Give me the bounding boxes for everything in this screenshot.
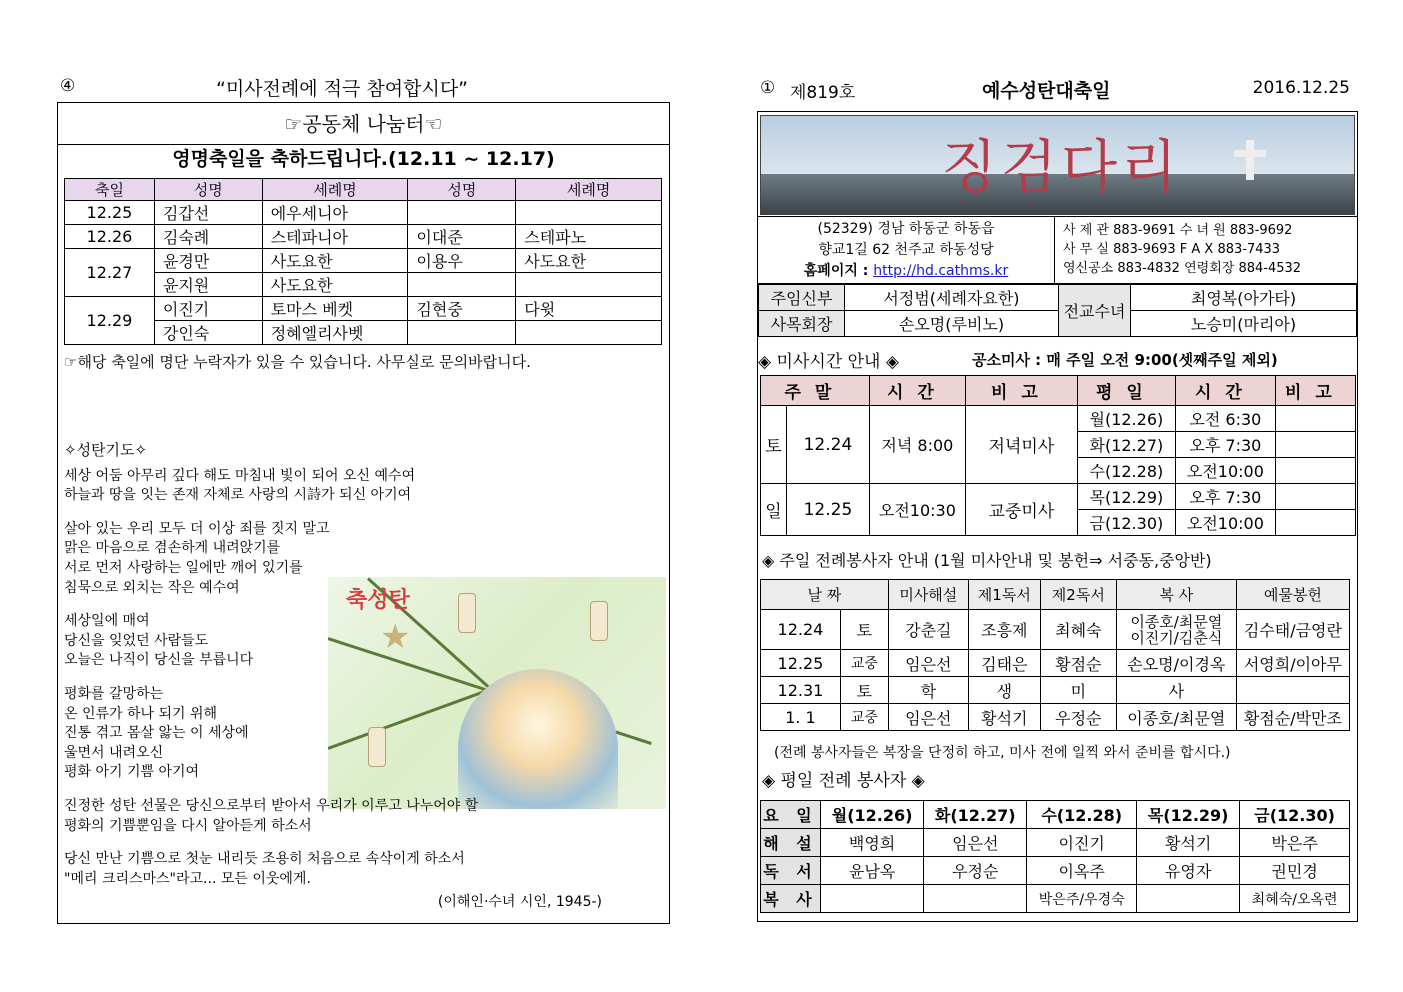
service-reader2: 최혜숙 [1040, 610, 1116, 650]
service-reader2: 우정순 [1040, 704, 1116, 731]
nun-name: 노승미(마리아) [1131, 311, 1357, 337]
weekday-note [1275, 432, 1355, 458]
image-caption: 축성탄 [346, 588, 410, 613]
prayer-line: 당신 만난 기쁨으로 첫눈 내리듯 조용히 처음으로 속삭이게 하소서 [64, 851, 465, 868]
feast-name: 강인숙 [154, 321, 262, 345]
service-reader1: 황석기 [968, 704, 1040, 731]
prayer-stanza [64, 467, 664, 506]
prayer-author: (이해인·수녀 시인, 1945-) [437, 894, 602, 911]
weekday-reader: 유영자 [1137, 857, 1240, 885]
feast-baptismal: 토마스 베켓 [262, 297, 408, 321]
prayer-line: 울면서 내려오신 [64, 744, 164, 761]
mass-header: 비고 [1275, 376, 1355, 406]
prayer-line: "메리 크리스마스"라고... 모든 이웃에게. [64, 870, 311, 887]
contact-line: 사 제 관 883-9691 수 녀 원 883-9692 [1063, 223, 1293, 238]
service-commentator: 강춘길 [888, 610, 968, 650]
weekday-label: 요 일 [761, 801, 821, 829]
prayer-line: 온 인류가 하나 되기 위해 [64, 705, 218, 722]
issue-number: 제819호 [790, 83, 856, 103]
prayer-line: 당신을 잊었던 사람들도 [64, 632, 209, 649]
feast-header-name: 성명 [408, 179, 516, 201]
mass-header: 시간 [1175, 376, 1275, 406]
prayer-stanza [64, 612, 664, 671]
weekday-time: 오후 7:30 [1175, 432, 1275, 458]
weekday-day-header: 수(12.28) [1027, 801, 1137, 829]
staff-table [758, 284, 1357, 337]
council-label: 사목회장 [759, 311, 845, 337]
feast-baptismal: 사도요한 [262, 249, 408, 273]
weekday-reader: 윤남옥 [821, 857, 924, 885]
weekend-note: 저녁미사 [965, 406, 1077, 484]
weekday-server: 박은주/우경숙 [1027, 885, 1137, 913]
contact-line: 영신공소 883-4832 연령회장 884-4532 [1063, 261, 1302, 276]
feast-name: 윤경만 [154, 249, 262, 273]
prayer-line: 세상일에 매여 [64, 613, 150, 630]
weekday-commentator: 백영희 [821, 829, 924, 857]
weekday-day: 목(12.29) [1077, 484, 1175, 510]
weekday-time: 오전10:00 [1175, 458, 1275, 484]
feast-name: 이진기 [154, 297, 262, 321]
weekday-server [1137, 885, 1240, 913]
prayer-stanza [64, 850, 664, 889]
weekday-day-header: 화(12.27) [924, 801, 1027, 829]
weekday-server: 최혜숙/오옥련 [1240, 885, 1350, 913]
weekday-commentator: 이진기 [1027, 829, 1137, 857]
feast-name [408, 201, 516, 225]
feast-table [64, 178, 662, 345]
weekday-time: 오전 6:30 [1175, 406, 1275, 432]
prayer-line: 살아 있는 우리 모두 더 이상 죄를 짓지 말고 [64, 520, 330, 537]
service-reader1: 조흥제 [968, 610, 1040, 650]
weekend-time: 저녁 8:00 [869, 406, 965, 484]
weekday-server [821, 885, 924, 913]
parish-info [758, 216, 1357, 284]
homepage-label: 홈페이지 : [803, 263, 874, 279]
mass-header: 비고 [965, 376, 1077, 406]
mass-header: 평일 [1077, 376, 1175, 406]
prayer-stanza [64, 520, 664, 598]
table-row [65, 225, 662, 249]
feast-name: 김갑선 [154, 201, 262, 225]
feast-date: 12.29 [65, 297, 155, 345]
weekday-service-heading: ◈ 평일 전례 봉사자 ◈ [762, 771, 925, 791]
service-date: 12.24 [761, 610, 841, 650]
feast-name [408, 321, 516, 345]
table-row [761, 650, 1350, 677]
service-offering: 서영희/이아무 [1236, 650, 1349, 677]
service-offering: 김수태/금영란 [1236, 610, 1349, 650]
service-offering: 황점순/박만조 [1236, 704, 1349, 731]
service-header: 제2독서 [1040, 580, 1116, 610]
left-page-header [60, 74, 672, 100]
feast-baptismal [516, 273, 662, 297]
service-reader1: 생 [968, 677, 1040, 704]
prayer-line: 침묵으로 외치는 작은 예수여 [64, 579, 240, 596]
mission-mass-note: 공소미사 : 매 주일 오전 9:00(셋째주일 제외) [972, 351, 1278, 369]
address-line: 향교1길 62 천주교 하동성당 [818, 242, 994, 258]
weekday-commentator: 황석기 [1137, 829, 1240, 857]
council-name: 손오명(루비노) [845, 311, 1059, 337]
table-row [65, 321, 662, 345]
service-servers [1116, 610, 1236, 650]
weekday-commentator: 박은주 [1240, 829, 1350, 857]
service-header: 제1독서 [968, 580, 1040, 610]
feast-name: 김숙례 [154, 225, 262, 249]
weekday-day-header: 목(12.29) [1137, 801, 1240, 829]
service-reader2: 황점순 [1040, 650, 1116, 677]
service-servers: 손오명/이경옥 [1116, 650, 1236, 677]
mass-header: 주말 [761, 376, 870, 406]
weekday-day-header: 월(12.26) [821, 801, 924, 829]
mass-schedule-table [760, 375, 1356, 536]
feast-header-date: 축일 [65, 179, 155, 201]
service-servers: 사 [1116, 677, 1236, 704]
weekend-note: 교중미사 [965, 484, 1077, 536]
weekday-day: 수(12.28) [1077, 458, 1175, 484]
contact-list [1063, 221, 1301, 278]
feast-date: 12.27 [65, 249, 155, 297]
feast-baptismal: 다윗 [516, 297, 662, 321]
service-day: 토 [840, 677, 888, 704]
feast-date: 12.26 [65, 225, 155, 249]
table-row [65, 273, 662, 297]
prayer-line: 평화의 기쁨뿐임을 다시 알아듣게 하소서 [64, 817, 312, 834]
prayer-line: 맑은 마음으로 겸손하게 내려앉기를 [64, 540, 281, 557]
table-row [761, 610, 1350, 650]
service-offering [1236, 677, 1349, 704]
contact-line: 사 무 실 883-9693 F A X 883-7433 [1063, 242, 1281, 257]
weekday-day: 금(12.30) [1077, 510, 1175, 536]
prayer-line: 평화 아기 기쁨 아기여 [64, 764, 200, 781]
weekday-reader: 우정순 [924, 857, 1027, 885]
table-row [65, 297, 662, 321]
weekday-time: 오후 7:30 [1175, 484, 1275, 510]
prayer-line: 오늘은 나직이 당신을 부릅니다 [64, 652, 254, 669]
sunday-service-table [760, 579, 1350, 731]
service-commentator: 임은선 [888, 704, 968, 731]
bulletin-front [757, 111, 1358, 922]
weekday-note [1275, 458, 1355, 484]
weekday-note [1275, 406, 1355, 432]
homepage-link[interactable]: http://hd.cathms.kr [873, 263, 1009, 279]
feast-baptismal: 사도요한 [262, 273, 408, 297]
weekday-commentator: 임은선 [924, 829, 1027, 857]
server-pair: 이진기/김춘식 [1130, 628, 1223, 647]
prayer-title: ✧성탄기도✧ [64, 441, 148, 459]
feast-baptismal: 에우세니아 [262, 201, 408, 225]
nun-label: 전교수녀 [1059, 285, 1131, 337]
service-header: 예물봉헌 [1236, 580, 1349, 610]
weekend-day: 일 [761, 484, 787, 536]
service-reader1: 김태은 [968, 650, 1040, 677]
weekday-label: 해 설 [761, 829, 821, 857]
service-day: 교중 [840, 704, 888, 731]
feast-name: 윤지원 [154, 273, 262, 297]
weekend-day: 토 [761, 406, 787, 484]
feast-baptismal: 정혜엘리사벳 [262, 321, 408, 345]
weekday-day-header: 금(12.30) [1240, 801, 1350, 829]
feast-name: 이용우 [408, 249, 516, 273]
service-day: 토 [840, 610, 888, 650]
weekday-reader: 권민경 [1240, 857, 1350, 885]
server-pair: 이종호/최문열 [1130, 612, 1223, 631]
star-icon: ★ [380, 617, 411, 657]
feast-header-name: 성명 [154, 179, 262, 201]
weekday-reader: 이옥주 [1027, 857, 1137, 885]
service-header: 복 사 [1116, 580, 1236, 610]
service-header: 날 짜 [761, 580, 889, 610]
feast-name: 이대준 [408, 225, 516, 249]
feast-date: 12.25 [65, 201, 155, 225]
weekday-service-table [760, 800, 1350, 913]
slogan: “미사전례에 적극 참여합시다” [216, 78, 469, 100]
prayer-line: 진정한 성탄 선물은 당신으로부터 받아서 우리가 이루고 나누어야 할 [64, 797, 479, 814]
right-page-header [760, 76, 1352, 102]
prayer-line: 세상 어둠 아무리 깊다 해도 마침내 빛이 되어 오신 예수여 [64, 467, 416, 484]
right-page-number: ① [760, 78, 776, 98]
prayer-stanza [64, 797, 664, 836]
weekday-note [1275, 510, 1355, 536]
weekday-day: 화(12.27) [1077, 432, 1175, 458]
service-servers: 이종호/최문열 [1116, 704, 1236, 731]
prayer-line: 하늘과 땅을 잇는 존재 자체로 사랑의 시詩가 되신 아기여 [64, 487, 412, 504]
feast-baptismal: 스테파니아 [262, 225, 408, 249]
prayer-stanza [64, 685, 664, 783]
feast-note: ☞해당 축일에 명단 누락자가 있을 수 있습니다. 사무실로 문의바랍니다. [64, 353, 531, 371]
weekend-date: 12.25 [787, 484, 870, 536]
pastor-label: 주임신부 [759, 285, 845, 311]
service-date: 12.31 [761, 677, 841, 704]
left-page-number: ④ [60, 76, 76, 96]
weekday-day: 월(12.26) [1077, 406, 1175, 432]
table-row [65, 201, 662, 225]
section-title: ☞공동체 나눔터☜ [58, 103, 669, 145]
bulletin-banner [760, 115, 1355, 215]
address-line: (52329) 경남 하동군 하동읍 [817, 221, 995, 237]
prayer-line: 진통 겪고 몸살 앓는 이 세상에 [64, 725, 249, 742]
table-row [761, 704, 1350, 731]
service-date: 1. 1 [761, 704, 841, 731]
bulletin-date: 2016.12.25 [1252, 78, 1350, 98]
feast-baptismal: 사도요한 [516, 249, 662, 273]
service-day: 교중 [840, 650, 888, 677]
prayer-line: 평화를 갈망하는 [64, 685, 164, 702]
weekday-time: 오전10:00 [1175, 510, 1275, 536]
feast-header-baptismal: 세례명 [262, 179, 408, 201]
parish-address [758, 219, 1054, 282]
table-row [761, 677, 1350, 704]
mass-heading: ◈ 미사시간 안내 ◈ [758, 352, 899, 372]
service-date: 12.25 [761, 650, 841, 677]
service-commentator: 학 [888, 677, 968, 704]
mass-header: 시간 [869, 376, 965, 406]
service-commentator: 임은선 [888, 650, 968, 677]
weekday-note [1275, 484, 1355, 510]
pastor-name: 서정범(세례자요한) [845, 285, 1059, 311]
feast-baptismal [516, 321, 662, 345]
table-row [65, 249, 662, 273]
service-header: 미사해설 [888, 580, 968, 610]
feast-baptismal [516, 201, 662, 225]
feast-baptismal: 스테파노 [516, 225, 662, 249]
service-heading: ◈ 주일 전례봉사자 안내 (1월 미사안내 및 봉헌⇒ 서중동,중앙반) [762, 551, 1212, 570]
feast-title: 영명축일을 축하드립니다.(12.11 ~ 12.17) [172, 148, 555, 170]
nun-name: 최영복(아가타) [1131, 285, 1357, 311]
feast-name [408, 273, 516, 297]
service-note: (전례 봉사자들은 복장을 단정히 하고, 미사 전에 일찍 와서 준비를 합시다.) [774, 745, 1231, 761]
community-section [57, 102, 670, 924]
weekday-label: 독 서 [761, 857, 821, 885]
weekend-time: 오전10:30 [869, 484, 965, 536]
feast-name: 김현중 [408, 297, 516, 321]
feast-name: 예수성탄대축일 [982, 80, 1111, 102]
weekday-server [924, 885, 1027, 913]
prayer-line: 서로 먼저 사랑하는 일에만 깨어 있기를 [64, 559, 303, 576]
feast-header-baptismal: 세례명 [516, 179, 662, 201]
service-reader2: 미 [1040, 677, 1116, 704]
weekend-date: 12.24 [787, 406, 870, 484]
bulletin-title: 징검다리 [941, 133, 1182, 201]
weekday-label: 복 사 [761, 885, 821, 913]
christmas-prayer [64, 441, 664, 913]
